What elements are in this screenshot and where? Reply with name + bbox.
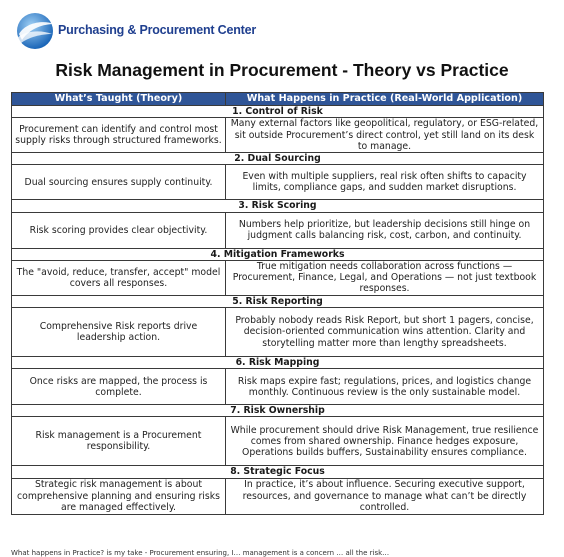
table-row bbox=[12, 260, 544, 295]
table-row bbox=[12, 212, 544, 248]
theory-vs-practice-table bbox=[11, 92, 544, 515]
section-heading: 3. Risk Scoring bbox=[12, 200, 544, 212]
section-heading-row bbox=[12, 248, 544, 260]
section-heading-row bbox=[12, 466, 544, 478]
section-heading-row bbox=[12, 357, 544, 369]
practice-cell: Even with multiple suppliers, real risk often shifts to capacity limits, compliance gaps, and sudden market disruptions. bbox=[226, 165, 544, 200]
theory-cell: Strategic risk management is about comprehensive planning and ensuring risks are managed effectively. bbox=[12, 478, 226, 514]
page-title: Risk Management in Procurement - Theory vs Practice bbox=[55, 60, 509, 80]
brand-logo bbox=[14, 10, 257, 52]
theory-cell: Once risks are mapped, the process is complete. bbox=[12, 369, 226, 405]
practice-cell: While procurement should drive Risk Management, true resilience comes from shared ownership. Finance hedges exposure, Operations builds buffers, Sustainability ensures compliance. bbox=[226, 417, 544, 466]
column-header-practice: What Happens in Practice (Real-World Application) bbox=[226, 93, 544, 106]
practice-cell: In practice, it’s about influence. Securing executive support, resources, and governance to manage what can’t be directly controlled. bbox=[226, 478, 544, 514]
table-row bbox=[12, 417, 544, 466]
practice-cell: Probably nobody reads Risk Report, but short 1 pagers, concise, decision-oriented communication wins attention. Clarity and storytelling matter more than lengthy spreadsheets. bbox=[226, 308, 544, 357]
section-heading: 8. Strategic Focus bbox=[12, 466, 544, 478]
section-heading-row bbox=[12, 153, 544, 165]
practice-cell: Many external factors like geopolitical, regulatory, or ESG-related, sit outside Procurement’s direct control, yet still land on its desk to manage. bbox=[226, 118, 544, 153]
table-row bbox=[12, 369, 544, 405]
section-heading: 5. Risk Reporting bbox=[12, 295, 544, 307]
section-heading: 7. Risk Ownership bbox=[12, 405, 544, 417]
table-row bbox=[12, 165, 544, 200]
theory-cell: Risk management is a Procurement responsibility. bbox=[12, 417, 226, 466]
section-heading: 6. Risk Mapping bbox=[12, 357, 544, 369]
section-heading-row bbox=[12, 106, 544, 118]
globe-swirl-icon bbox=[14, 10, 56, 52]
section-heading: 4. Mitigation Frameworks bbox=[12, 248, 544, 260]
theory-cell: Risk scoring provides clear objectivity. bbox=[12, 212, 226, 248]
section-heading-row bbox=[12, 200, 544, 212]
practice-cell: Risk maps expire fast; regulations, prices, and logistics change monthly. Continuous review is the only sustainable model. bbox=[226, 369, 544, 405]
section-heading: 2. Dual Sourcing bbox=[12, 153, 544, 165]
theory-cell: Comprehensive Risk reports drive leadership action. bbox=[12, 308, 226, 357]
theory-cell: Dual sourcing ensures supply continuity. bbox=[12, 165, 226, 200]
section-heading-row bbox=[12, 405, 544, 417]
section-heading-row bbox=[12, 295, 544, 307]
brand-name: Purchasing & Procurement Center bbox=[58, 23, 257, 37]
table-header-row bbox=[12, 93, 544, 106]
section-heading: 1. Control of Risk bbox=[12, 106, 544, 118]
table-row bbox=[12, 118, 544, 153]
theory-cell: Procurement can identify and control most supply risks through structured frameworks. bbox=[12, 118, 226, 153]
practice-cell: True mitigation needs collaboration across functions — Procurement, Finance, Legal, and Operations — not just textbook responses. bbox=[226, 260, 544, 295]
table-row bbox=[12, 478, 544, 514]
footnote: What happens in Practice? is my take - Procurement ensuring, I… management is a concern … all the risk… bbox=[11, 549, 390, 557]
practice-cell: Numbers help prioritize, but leadership decisions still hinge on judgment calls balancing risk, cost, carbon, and continuity. bbox=[226, 212, 544, 248]
column-header-theory: What’s Taught (Theory) bbox=[12, 93, 226, 106]
theory-cell: The "avoid, reduce, transfer, accept" model covers all responses. bbox=[12, 260, 226, 295]
table-row bbox=[12, 308, 544, 357]
